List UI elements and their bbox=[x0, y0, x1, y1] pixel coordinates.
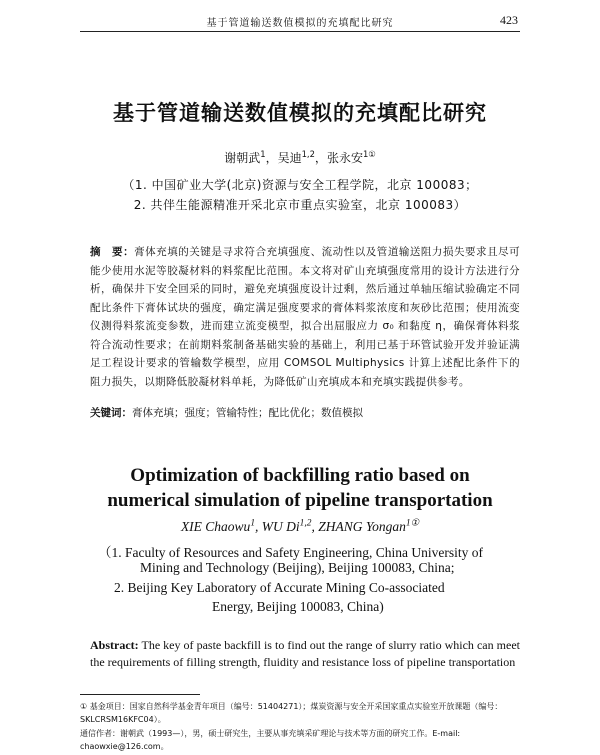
abstract-text: 膏体充填的关键是寻求符合充填强度、流动性以及管道输送阻力损失要求且尽可能少使用水泥等胶凝材料的料浆配比范围。本文将对矿山充填强度常用的设计方法进行分析，确保井下安全回采的同时，避免充填强度设计过剩，然后通过单轴压缩试验确定不同配比条件下膏体试块的强度，确定满足强度要求的膏体料浆浓度和灰砂比范围；使用流变仪测得料浆流变参数，进而建立流变模型，拟合出屈服应力 σ₀ 和黏度 η，确保膏体料浆符合流动性要求；在前期料浆制备基础实验的基础上，利用已基于环管试验开发并验证满足工程设计要求的管输数学模型，应用 COMSOL Multiphysics 计算上述配比条件下的阻力损失，以期降低胶凝材料单耗，为降低矿山充填成本和充填实践提供参考。 bbox=[90, 246, 520, 388]
english-title-line-2: numerical simulation of pipeline transportation bbox=[107, 490, 493, 511]
chinese-authors bbox=[0, 149, 600, 166]
chinese-keywords bbox=[90, 405, 520, 420]
chinese-abstract bbox=[90, 243, 520, 391]
author-name: ZHANG Yongan bbox=[318, 519, 406, 534]
chinese-affiliation-2: 2. 共伴生能源精准开采北京市重点实验室，北京 100083） bbox=[133, 198, 467, 212]
english-authors bbox=[0, 519, 600, 535]
author-name: 谢朝武 bbox=[224, 151, 261, 165]
keywords-text: 膏体充填；强度；管输特性；配比优化；数值模拟 bbox=[132, 407, 363, 419]
abstract-text: The key of paste backfill is to find out the range of slurry ratio which can meet the requirements of filling strength, fluidity and resistance loss of pipeline transportation bbox=[90, 638, 520, 669]
english-affiliation-line-1: （1. Faculty of Resources and Safety Engineering, China University of bbox=[98, 545, 484, 560]
chinese-title: 基于管道输送数值模拟的充填配比研究 bbox=[113, 100, 487, 125]
footnote-funding: ① 基金项目：国家自然科学基金青年项目（编号：51404271）；煤炭资源与安全开采国家重点实验室开放课题（编号：SKLCRSM16KFC04）。 bbox=[80, 702, 503, 724]
author-superscript: 1,2 bbox=[299, 518, 312, 529]
chinese-affiliation-1: （1. 中国矿业大学(北京)资源与安全工程学院，北京 100083； bbox=[122, 178, 478, 192]
author-separator: , bbox=[311, 519, 319, 534]
author-superscript: 1① bbox=[362, 149, 376, 159]
footnote-author: 通信作者：谢朝武（1993—），男，硕士研究生，主要从事充填采矿理论与技术等方面的研究工作。E-mail: chaowxie@126.com。 bbox=[80, 729, 461, 751]
author-name: XIE Chaowu bbox=[180, 519, 251, 534]
header-rule bbox=[80, 31, 520, 32]
author-separator: ， bbox=[314, 151, 327, 165]
english-title-line-1: Optimization of backfilling ratio based on bbox=[130, 465, 470, 486]
page-number: 423 bbox=[500, 13, 518, 27]
author-superscript: 1 bbox=[260, 149, 266, 159]
author-name: WU Di bbox=[261, 519, 300, 534]
english-abstract bbox=[90, 637, 520, 671]
author-superscript: 1① bbox=[405, 518, 420, 529]
author-separator: , bbox=[255, 519, 262, 534]
author-separator: ， bbox=[265, 151, 278, 165]
abstract-label: Abstract: bbox=[90, 638, 139, 652]
abstract-label: 摘 要： bbox=[90, 246, 135, 258]
english-affiliation-line-4: Energy, Beijing 100083, China) bbox=[212, 599, 384, 614]
author-superscript: 1 bbox=[250, 518, 256, 529]
author-superscript: 1,2 bbox=[301, 149, 315, 159]
english-affiliation-line-2: Mining and Technology (Beijing), Beijing 100083, China; bbox=[140, 560, 455, 575]
footnote-rule bbox=[80, 694, 200, 695]
running-title: 基于管道输送数值模拟的充填配比研究 bbox=[206, 18, 394, 29]
keywords-label: 关键词： bbox=[90, 407, 132, 419]
author-name: 张永安 bbox=[326, 151, 363, 165]
author-name: 吴迪 bbox=[277, 151, 302, 165]
english-affiliation-line-3: 2. Beijing Key Laboratory of Accurate Mining Co-associated bbox=[114, 580, 445, 595]
